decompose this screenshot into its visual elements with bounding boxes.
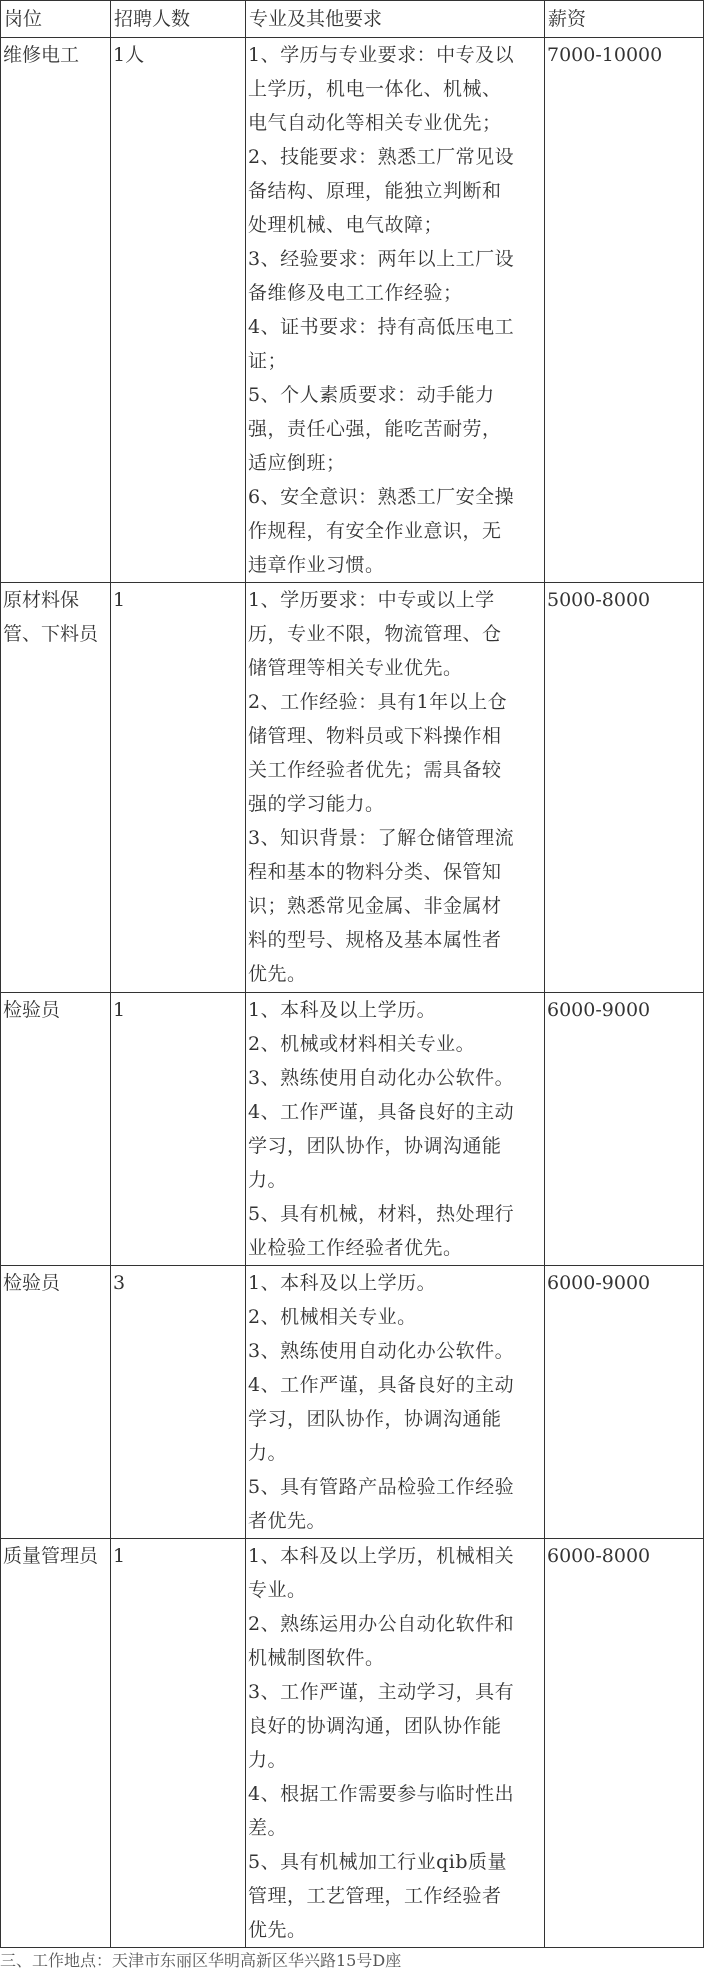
requirement-line: 4、证书要求：持有高低压电工 [248, 316, 515, 338]
requirement-line: 3、知识背景：了解仓储管理流 [248, 827, 515, 849]
requirement-line: 3、经验要求：两年以上工厂设 [248, 248, 515, 270]
requirements-cell [246, 1539, 545, 1948]
requirement-line: 管理，工艺管理，工作经验者 [248, 1885, 502, 1907]
requirement-line: 1、本科及以上学历。 [248, 1272, 437, 1294]
requirement-line: 料的型号、规格及基本属性者 [248, 929, 502, 951]
header-salary: 薪资 [545, 1, 704, 38]
requirement-line: 4、工作严谨，具备良好的主动 [248, 1101, 515, 1123]
requirement-line: 强，责任心强，能吃苦耐劳， [248, 418, 502, 440]
requirement-line: 力。 [248, 1749, 288, 1771]
count-cell: 1 [111, 583, 246, 993]
requirement-line: 备结构、原理，能独立判断和 [248, 180, 502, 202]
work-location-text: 三、工作地点：天津市东丽区华明高新区华兴路15号D座 [0, 1951, 402, 1970]
count-cell: 1人 [111, 38, 246, 583]
table-row [1, 993, 704, 1266]
requirements-cell [246, 583, 545, 993]
requirement-line: 5、个人素质要求：动手能力 [248, 384, 495, 406]
requirement-line: 优先。 [248, 1919, 307, 1941]
requirement-line: 2、机械或材料相关专业。 [248, 1033, 476, 1055]
requirement-line: 5、具有机械加工行业qib质量 [248, 1851, 507, 1873]
table-row [1, 38, 704, 583]
position-cell: 检验员 [1, 1266, 111, 1539]
requirement-line: 3、熟练使用自动化办公软件。 [248, 1340, 515, 1362]
requirement-line: 2、技能要求：熟悉工厂常见设 [248, 146, 515, 168]
table-row [1, 1539, 704, 1948]
salary-cell: 6000-8000 [545, 1539, 704, 1948]
table-row [1, 1266, 704, 1539]
requirement-line: 学习，团队协作，协调沟通能 [248, 1408, 502, 1430]
requirement-line: 备维修及电工工作经验； [248, 282, 463, 304]
requirement-line: 关工作经验者优先；需具备较 [248, 759, 502, 781]
requirement-line: 学习，团队协作，协调沟通能 [248, 1135, 502, 1157]
position-cell: 维修电工 [1, 38, 111, 583]
salary-cell: 6000-9000 [545, 993, 704, 1266]
requirement-line: 处理机械、电气故障； [248, 214, 444, 236]
requirement-line: 良好的协调沟通，团队协作能 [248, 1715, 502, 1737]
requirement-line: 证； [248, 350, 288, 372]
requirements-cell [246, 1266, 545, 1539]
requirement-line: 业检验工作经验者优先。 [248, 1237, 463, 1259]
requirement-line: 作规程，有安全作业意识，无 [248, 520, 502, 542]
requirement-line: 机械制图软件。 [248, 1647, 385, 1669]
requirement-line: 专业。 [248, 1579, 307, 1601]
salary-cell: 5000-8000 [545, 583, 704, 993]
requirement-line: 3、工作严谨，主动学习，具有 [248, 1681, 515, 1703]
position-cell: 原材料保管、下料员 [1, 583, 111, 993]
salary-cell: 7000-10000 [545, 38, 704, 583]
position-cell: 质量管理员 [1, 1539, 111, 1948]
header-position: 岗位 [1, 1, 111, 38]
requirement-line: 上学历，机电一体化、机械、 [248, 78, 502, 100]
requirement-line: 储管理、物料员或下料操作相 [248, 725, 502, 747]
requirement-line: 5、具有机械，材料，热处理行 [248, 1203, 515, 1225]
requirement-line: 违章作业习惯。 [248, 554, 385, 576]
requirement-line: 差。 [248, 1817, 288, 1839]
header-requirements: 专业及其他要求 [246, 1, 545, 38]
requirement-line: 5、具有管路产品检验工作经验 [248, 1476, 515, 1498]
requirement-line: 2、机械相关专业。 [248, 1306, 417, 1328]
requirement-line: 力。 [248, 1169, 288, 1191]
position-cell: 检验员 [1, 993, 111, 1266]
requirement-line: 适应倒班； [248, 452, 346, 474]
table-row [1, 583, 704, 993]
salary-cell: 6000-9000 [545, 1266, 704, 1539]
requirement-line: 2、熟练运用办公自动化软件和 [248, 1613, 515, 1635]
requirement-line: 历，专业不限，物流管理、仓 [248, 623, 502, 645]
requirement-line: 2、工作经验：具有1年以上仓 [248, 691, 508, 713]
requirement-line: 1、本科及以上学历，机械相关 [248, 1545, 515, 1567]
requirement-line: 4、根据工作需要参与临时性出 [248, 1783, 515, 1805]
requirement-line: 3、熟练使用自动化办公软件。 [248, 1067, 515, 1089]
requirement-line: 强的学习能力。 [248, 793, 385, 815]
requirement-line: 电气自动化等相关专业优先； [248, 112, 502, 134]
requirement-line: 识；熟悉常见金属、非金属材 [248, 895, 502, 917]
requirements-cell [246, 993, 545, 1266]
count-cell: 1 [111, 1539, 246, 1948]
requirement-line: 储管理等相关专业优先。 [248, 657, 463, 679]
requirement-line: 6、安全意识：熟悉工厂安全操 [248, 486, 515, 508]
requirement-line: 者优先。 [248, 1510, 327, 1532]
requirement-line: 力。 [248, 1442, 288, 1464]
requirement-line: 1、本科及以上学历。 [248, 999, 437, 1021]
requirement-line: 优先。 [248, 963, 307, 985]
count-cell: 1 [111, 993, 246, 1266]
requirement-line: 1、学历要求：中专或以上学 [248, 589, 495, 611]
requirement-line: 程和基本的物料分类、保管知 [248, 861, 502, 883]
requirement-line: 4、工作严谨，具备良好的主动 [248, 1374, 515, 1396]
count-cell: 3 [111, 1266, 246, 1539]
header-count: 招聘人数 [111, 1, 246, 38]
requirements-cell [246, 38, 545, 583]
requirement-line: 1、学历与专业要求：中专及以 [248, 44, 515, 66]
table-header-row [1, 1, 704, 38]
